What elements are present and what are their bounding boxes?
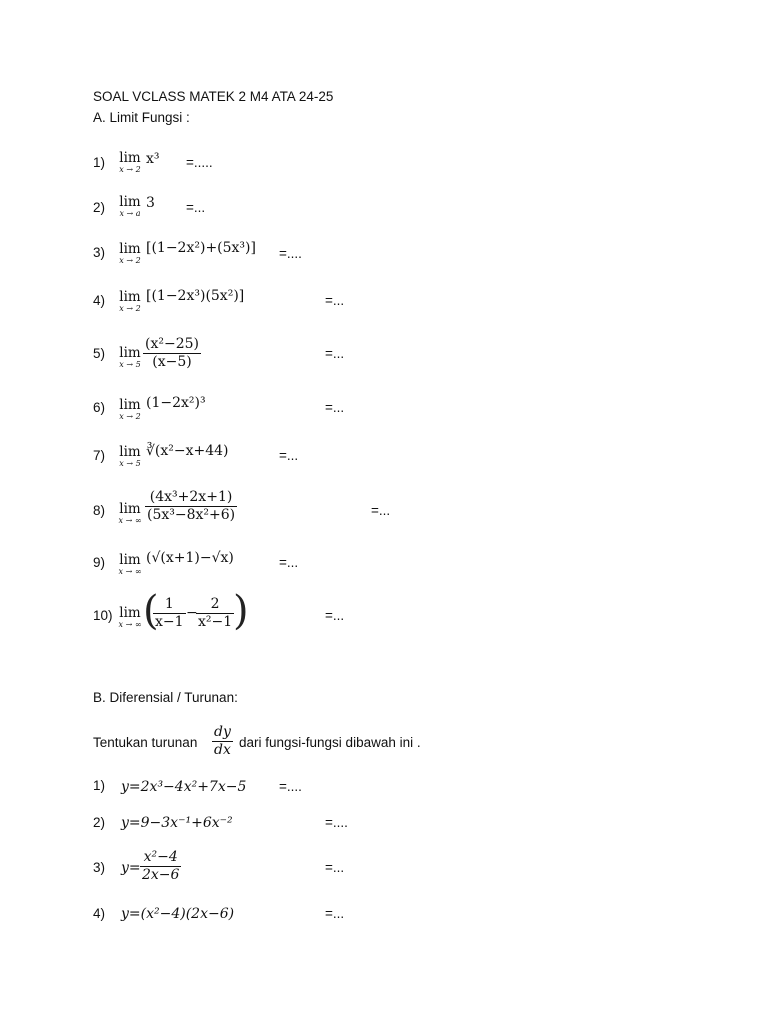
limit-operator: lim x → 5	[119, 345, 141, 369]
answer-blank: =....	[279, 779, 302, 794]
problem-number: 10)	[93, 608, 113, 623]
fraction-numerator: dy	[214, 724, 231, 740]
answer-blank: =...	[279, 555, 299, 570]
answer-blank: =...	[325, 400, 345, 415]
dy-dx-fraction	[212, 724, 233, 759]
problem-number: 9)	[93, 555, 106, 570]
fraction-numerator: 1	[164, 596, 174, 612]
answer-blank: =...	[186, 200, 206, 215]
fraction-1	[153, 596, 186, 631]
answer-blank: =.....	[186, 155, 213, 170]
answer-blank: =...	[325, 293, 345, 308]
limit-expression: (√(x+1)−√x)	[146, 550, 234, 566]
fraction-denominator: dx	[212, 741, 233, 759]
limit-expression: x³	[146, 151, 160, 167]
limit-operator: lim x → 2	[119, 241, 141, 265]
problem-number: 1)	[93, 778, 106, 793]
limit-expression: [(1−2x²)+(5x³)]	[146, 240, 256, 256]
answer-blank: =....	[279, 246, 302, 261]
function-expression: y=2x³−4x²+7x−5	[121, 779, 247, 795]
answer-blank: =...	[371, 503, 391, 518]
limit-operator: lim x → ∞	[118, 552, 142, 576]
answer-blank: =...	[325, 346, 345, 361]
answer-blank: =...	[325, 608, 345, 623]
fraction-denominator: x²−1	[198, 614, 233, 630]
left-paren: (	[143, 588, 159, 634]
limit-expression: ∛(x²−x+44)	[146, 443, 229, 459]
fraction-denominator: 2x−6	[142, 867, 180, 883]
answer-blank: =...	[325, 906, 345, 921]
problem-number: 5)	[93, 346, 106, 361]
problem-number: 4)	[93, 906, 106, 921]
limit-operator: lim x → 2	[119, 289, 141, 313]
answer-blank: =....	[325, 815, 348, 830]
answer-blank: =...	[325, 860, 345, 875]
fraction-denominator: x−1	[155, 614, 184, 630]
fraction-numerator: (4x³+2x+1)	[149, 489, 233, 505]
limit-expression: 3	[146, 195, 155, 211]
limit-operator: lim x → 2	[119, 397, 141, 421]
function-lhs: y=	[121, 860, 141, 876]
limit-operator: lim x → 2	[119, 150, 141, 174]
problem-number: 6)	[93, 400, 106, 415]
minus-sign: −	[186, 605, 198, 621]
limit-expression: (1−2x²)³	[146, 395, 206, 411]
problem-number: 3)	[93, 245, 106, 260]
function-expression: y=(x²−4)(2x−6)	[121, 906, 235, 922]
document-title: SOAL VCLASS MATEK 2 M4 ATA 24-25	[93, 89, 334, 104]
limit-operator: lim x → a	[119, 194, 141, 218]
limit-operator: lim x → ∞	[118, 501, 142, 525]
instruction-text-before: Tentukan turunan	[93, 735, 198, 750]
problem-number: 2)	[93, 815, 106, 830]
right-paren: )	[233, 588, 249, 634]
section-b-heading: B. Diferensial / Turunan:	[93, 690, 238, 705]
problem-number: 3)	[93, 860, 106, 875]
limit-operator: lim x → ∞	[118, 605, 142, 629]
fraction-denominator: (5x³−8x²+6)	[147, 507, 236, 523]
problem-number: 4)	[93, 293, 106, 308]
limit-fraction	[145, 489, 237, 524]
fraction-2	[196, 596, 234, 631]
answer-blank: =...	[279, 448, 299, 463]
fraction-numerator: 2	[210, 596, 220, 612]
limit-operator: lim x → 5	[119, 444, 141, 468]
problem-number: 2)	[93, 200, 106, 215]
section-a-heading: A. Limit Fungsi :	[93, 110, 190, 125]
fraction-denominator: (x−5)	[143, 353, 201, 371]
function-expression: y=9−3x⁻¹+6x⁻²	[121, 815, 233, 831]
limit-expression: [(1−2x³)(5x²)]	[146, 288, 245, 304]
limit-fraction	[143, 336, 201, 371]
problem-number: 8)	[93, 503, 106, 518]
instruction-text-after: dari fungsi-fungsi dibawah ini .	[239, 735, 421, 750]
problem-number: 1)	[93, 155, 106, 170]
fraction-numerator: x²−4	[143, 849, 178, 865]
fraction-numerator: (x²−25)	[145, 336, 199, 352]
problem-number: 7)	[93, 448, 106, 463]
function-fraction	[140, 849, 181, 884]
